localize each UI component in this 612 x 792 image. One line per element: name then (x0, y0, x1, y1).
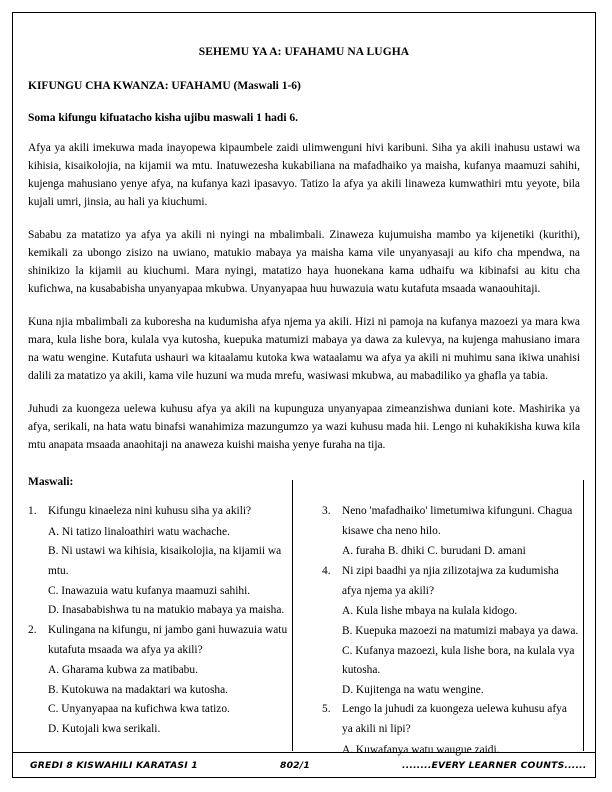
question-option[interactable]: C. Unyanyapaa na kufichwa kwa tatizo. (48, 703, 230, 716)
questions-columns (28, 502, 580, 760)
questions-column-left (28, 502, 304, 739)
question-option[interactable]: D. Inasababishwa tu na matukio mabaya ya maisha. (48, 604, 285, 617)
question-item (322, 562, 580, 601)
question-text: Kulingana na kifungu, ni jambo gani huwazuia watu kutafuta msaada wa afya ya akili? (48, 623, 288, 656)
right-column-divider (583, 480, 584, 751)
question-option[interactable]: C. Kufanya mazoezi, kula lishe bora, na kulala vya kutosha. (342, 644, 575, 677)
exam-page (12, 12, 596, 778)
question-option[interactable]: C. Inawazuia watu kufanya maamuzi sahihi. (48, 584, 251, 597)
passage-paragraph: Kuna njia mbalimbali za kuboresha na kudumisha afya njema ya akili. Hizi ni pamoja na kufanya mazoezi ya mara kwa mara, kula lishe bora, kulala vya kutosha, kuepuka matumizi mabaya ya dawa za kulevya, na kujenga mahusiano imara na watu wengine. Kutafuta ushauri wa kitaalamu kutoka kwa wataalamu wa afya ya akili ni muhimu sana ikiwa unahisi dalili za matatizo ya akili, kama vile huzuni wa muda mrefu, wasiwasi mkubwa, au mabadiliko ya ghafla ya tabia. (28, 316, 580, 383)
question-option[interactable]: B. Kutokuwa na madaktari wa kutosha. (48, 683, 228, 696)
footer-paper-code: 802/1 (280, 759, 310, 771)
question-option[interactable]: A. furaha B. dhiki C. burudani D. amani (342, 545, 526, 558)
passage-paragraph: Juhudi za kuongeza uelewa kuhusu afya ya akili na kupunguza unyanyapaa zimeanzishwa duniani kote. Mashirika ya afya, serikali, na hata watu binafsi wanahimiza mazungumzo ya wazi kuhusu mada hii. Lengo ni kuhakikisha kuwa kila mtu anapata msaada anaohitaji na anaweza kuishi maisha yenye furaha na tija. (28, 403, 580, 452)
question-number: 3. (322, 505, 331, 518)
question-option[interactable]: A. Kuwafanya watu waugue zaidi. (342, 743, 500, 756)
question-option[interactable]: A. Kula lishe mbaya na kulala kidogo. (342, 605, 518, 618)
questions-label: Maswali: (28, 476, 74, 489)
question-item (28, 502, 290, 522)
question-text: Lengo la juhudi za kuongeza uelewa kuhusu afya ya akili ni lipi? (342, 703, 567, 735)
reading-instruction: Soma kifungu kifuatacho kisha ujibu maswali 1 hadi 6. (28, 112, 299, 124)
question-option[interactable]: A. Ni tatizo linaloathiri watu wachache. (48, 525, 230, 538)
footer-paper-title: GREDI 8 KISWAHILI KARATASI 1 (30, 759, 198, 771)
question-number: 5. (322, 703, 331, 716)
questions-column-right (304, 502, 580, 760)
question-text: Kifungu kinaeleza nini kuhusu siha ya akili? (48, 505, 252, 518)
footer-slogan: ........EVERY LEARNER COUNTS...... (402, 759, 587, 771)
question-option[interactable]: D. Kutojali kwa serikali. (48, 722, 161, 735)
question-option[interactable]: A. Gharama kubwa za matibabu. (48, 664, 198, 677)
question-number: 1. (28, 505, 37, 518)
question-option[interactable]: D. Kujitenga na watu wengine. (342, 683, 484, 696)
page-footer (12, 752, 596, 778)
question-option[interactable]: B. Ni ustawi wa kihisia, kisaikolojia, na kijamii wa mtu. (48, 545, 282, 578)
question-text: Neno 'mafadhaiko' limetumiwa kifunguni. Chagua kisawe cha neno hilo. (342, 505, 573, 537)
question-item (322, 700, 580, 739)
passage-heading: KIFUNGU CHA KWANZA: UFAHAMU (Maswali 1-6) (28, 80, 301, 92)
question-option[interactable]: B. Kuepuka mazoezi na matumizi mabaya ya dawa. (342, 624, 579, 637)
question-item (322, 502, 580, 541)
column-divider (292, 480, 293, 751)
page-content (28, 12, 580, 760)
question-number: 4. (322, 565, 331, 578)
passage-paragraph: Sababu za matatizo ya afya ya akili ni nyingi na mbalimbali. Zinaweza kujumuisha mambo ya kijenetiki (kurithi), kemikali za ubongo zisizo na uwiano, matukio mabaya ya maisha kama vile unyanyasaji au kifo cha mpendwa, na shinikizo la kijamii au kiuchumi. Mara nyingi, matatizo haya huonekana kama udhaifu wa kibinafsi au kitu cha kufichwa, na kusababisha unyanyapaa mkubwa. Unyanyapaa huu huwazuia watu kutafuta msaada wanaouhitaji. (28, 229, 580, 296)
question-text: Ni zipi baadhi ya njia zilizotajwa za kudumisha afya njema ya akili? (342, 565, 559, 597)
question-item (28, 621, 290, 660)
passage-paragraph: Afya ya akili imekuwa mada inayopewa kipaumbele zaidi ulimwenguni hivi karibuni. Siha ya akili inahusu ustawi wa kihisia, kisaikolojia, na kijamii wa mtu. Inatuwezesha kukabiliana na mafadhaiko ya maisha, kufanya maamuzi sahihi, kujenga mahusiano yenye afya, na kufanya kazi ipasavyo. Tatizo la afya ya akili linaweza kumwathiri mtu yeyote, bila kujali umri, jinsia, au hali ya kiuchumi. (28, 142, 580, 209)
section-title: SEHEMU YA A: UFAHAMU NA LUGHA (198, 46, 410, 58)
question-number: 2. (28, 623, 37, 636)
